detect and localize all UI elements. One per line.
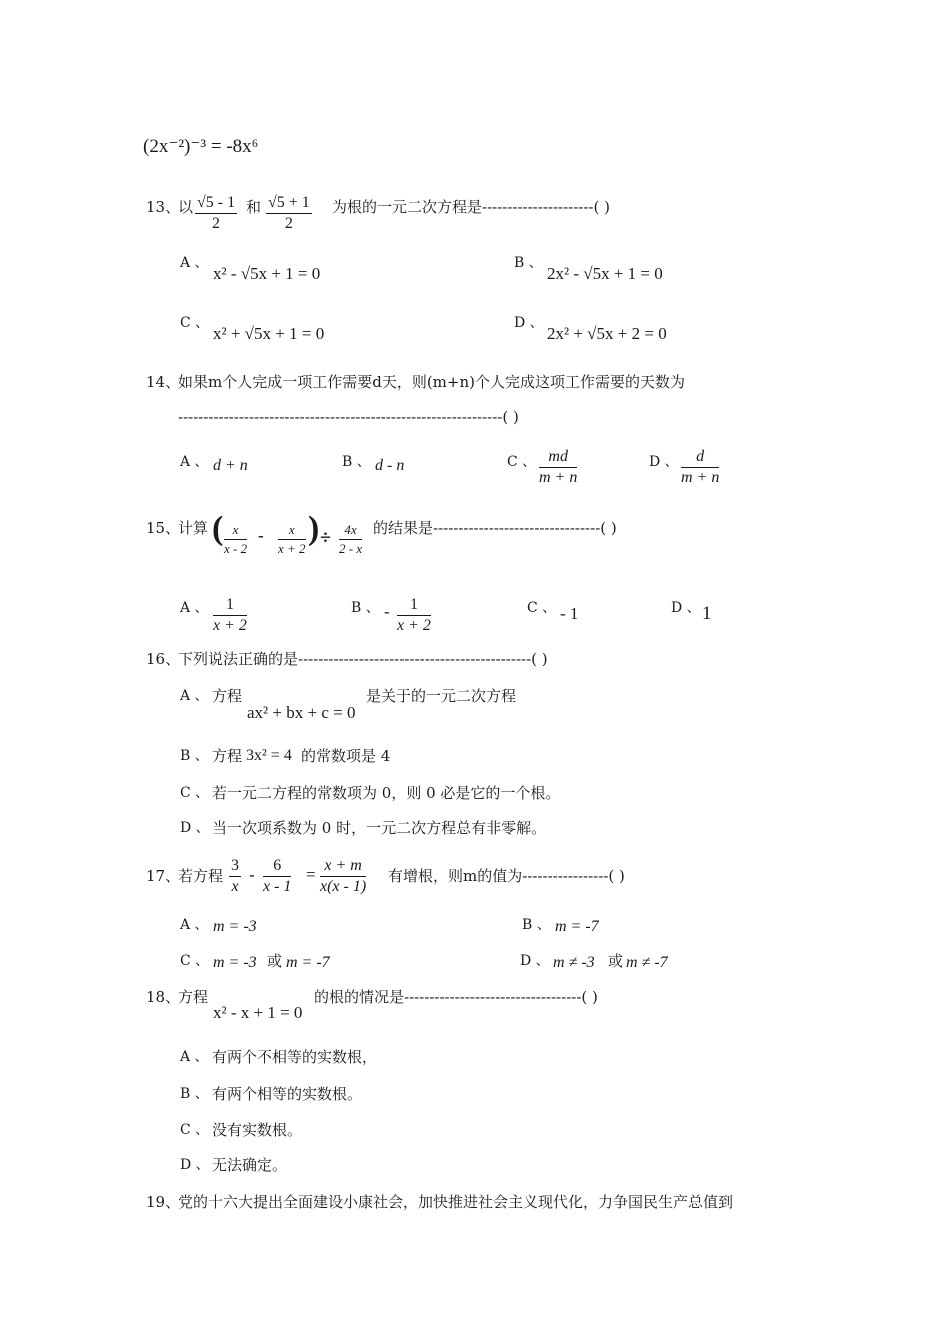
top-formula-eq: = xyxy=(210,136,222,157)
q17-option-a-expr: m = -3 xyxy=(213,918,257,935)
q18-option-d-text: 无法确定。 xyxy=(212,1156,288,1174)
q13-option-d-expr: 2x² + √5x + 2 = 0 xyxy=(547,324,667,343)
q15-left-paren: ( xyxy=(212,510,224,547)
q15-option-c-label: C 、 xyxy=(527,600,557,616)
q14-option-a-label: A 、 xyxy=(180,454,209,470)
q17-option-b-label: B 、 xyxy=(522,917,551,933)
q13-option-c-label: C 、 xyxy=(180,315,210,331)
q17-option-d-expr: m ≠ -3 xyxy=(553,954,595,971)
q18-expr: x² - x + 1 = 0 xyxy=(213,1003,303,1022)
q14-option-c-fraction: $\frac{md}{m + n}$ xyxy=(539,448,578,486)
q16-option-b-pre: 方程 xyxy=(212,747,243,765)
q15-lead: 计算 xyxy=(178,519,209,537)
q13-lead: 以 xyxy=(178,198,194,216)
top-formula-lhs: (2x⁻²)⁻³ xyxy=(143,136,207,157)
q17-minus: - xyxy=(249,865,255,884)
q16-option-a-expr: ax² + bx + c = 0 xyxy=(247,703,356,722)
top-formula xyxy=(143,137,258,156)
q14-number: 14、 xyxy=(146,373,181,391)
q15-option-a-fraction: $\frac{1}{x + 2}$ xyxy=(213,596,247,634)
q15-right-paren: ) xyxy=(308,510,320,547)
q17-option-d-label: D 、 xyxy=(520,953,550,969)
q15-option-c-expr: - 1 xyxy=(560,604,579,623)
q16-option-d-text: 当一次项系数为 0 时，一元二次方程总有非零解。 xyxy=(212,819,547,837)
q13-option-c-expr: x² + √5x + 1 = 0 xyxy=(213,324,325,343)
q16-option-a-label: A 、 xyxy=(180,688,209,704)
q15-option-d-expr: 1 xyxy=(702,603,712,624)
q17-fraction-1: $\frac{3}{x}$ xyxy=(231,857,239,895)
q13-option-b-label: B 、 xyxy=(514,255,543,271)
q14-dash: ----------------------------------------------------------------( ) xyxy=(178,408,519,426)
q13-tail: 为根的一元二次方程是----------------------( ) xyxy=(332,198,610,216)
q17-tail: 有增根，则m的值为-----------------( ) xyxy=(388,867,625,885)
q18-option-d-label: D 、 xyxy=(180,1157,210,1173)
q13-option-a-expr: x² - √5x + 1 = 0 xyxy=(213,264,321,283)
q15-fraction-3: $\frac{4x}{2 - x}$ xyxy=(339,522,363,556)
q14-option-c-label: C 、 xyxy=(507,454,537,470)
q17-fraction-3: $\frac{x + m}{x(x - 1)}$ xyxy=(320,857,367,895)
q13-mid: 和 xyxy=(246,198,262,216)
q15-minus: - xyxy=(258,526,264,545)
q17-option-c-label: C 、 xyxy=(180,953,210,969)
q13-fraction-1: $\frac{√5 - 1}{2}$ xyxy=(197,194,236,232)
top-formula-rhs: -8x⁶ xyxy=(226,136,259,157)
q18-option-b-text: 有两个相等的实数根。 xyxy=(212,1085,363,1103)
q19-text: 党的十六大提出全面建设小康社会，加快推进社会主义现代化，力争国民生产总值到 xyxy=(178,1193,734,1211)
q15-option-a-label: A 、 xyxy=(180,600,209,616)
q17-equals: = xyxy=(306,865,316,884)
q17-lead: 若方程 xyxy=(178,867,224,885)
q18-option-b-label: B 、 xyxy=(180,1086,209,1102)
q14-option-b-label: B 、 xyxy=(342,454,371,470)
q13-option-a-label: A 、 xyxy=(180,255,209,271)
q17-option-c-expr2: m = -7 xyxy=(286,954,330,971)
q16-option-b-label: B 、 xyxy=(180,748,209,764)
q18-number: 18、 xyxy=(146,988,181,1006)
q15-fraction-2: $\frac{x}{x + 2}$ xyxy=(278,522,306,556)
q17-option-c-or: 或 xyxy=(267,952,283,970)
q16-option-a-pre: 方程 xyxy=(212,687,243,705)
q16-option-b-post: 的常数项是 4 xyxy=(301,747,391,765)
q16-number: 16、 xyxy=(146,650,181,668)
q14-option-d-fraction: $\frac{d}{m + n}$ xyxy=(681,448,720,486)
q17-option-d-expr2: m ≠ -7 xyxy=(626,954,668,971)
q16-option-a-post: 是关于的一元二次方程 xyxy=(366,687,517,705)
q16-option-d-label: D 、 xyxy=(180,820,210,836)
q14-option-b-expr: d - n xyxy=(375,457,405,474)
q17-option-d-or: 或 xyxy=(608,952,624,970)
q18-option-a-label: A 、 xyxy=(180,1049,209,1065)
q19-number: 19、 xyxy=(146,1193,181,1211)
q15-number: 15、 xyxy=(146,519,181,537)
q15-option-d-label: D 、 xyxy=(671,600,701,616)
q17-option-a-label: A 、 xyxy=(180,917,209,933)
q14-option-d-label: D 、 xyxy=(649,454,679,470)
q15-divide: ÷ xyxy=(320,527,331,549)
q15-option-b-sign: - xyxy=(384,602,390,621)
q14-option-a-expr: d + n xyxy=(213,457,248,474)
q17-number: 17、 xyxy=(146,867,181,885)
q15-option-b-fraction: $\frac{1}{x + 2}$ xyxy=(397,596,431,634)
q16-option-b-expr: 3x² = 4 xyxy=(246,747,292,764)
q15-tail: 的结果是---------------------------------( ) xyxy=(373,519,617,537)
q15-fraction-1: $\frac{x}{x - 2}$ xyxy=(224,522,248,556)
q18-option-c-text: 没有实数根。 xyxy=(212,1121,303,1139)
q16-option-c-label: C 、 xyxy=(180,785,210,801)
q15-option-b-label: B 、 xyxy=(351,600,380,616)
q17-option-b-expr: m = -7 xyxy=(555,918,599,935)
q13-fraction-2: $\frac{√5 + 1}{2}$ xyxy=(268,194,310,232)
q18-tail: 的根的情况是-----------------------------------( ) xyxy=(314,988,598,1006)
q13-option-d-label: D 、 xyxy=(514,315,544,331)
q17-fraction-2: $\frac{6}{x - 1}$ xyxy=(263,857,292,895)
q18-option-c-label: C 、 xyxy=(180,1122,210,1138)
q18-lead: 方程 xyxy=(178,988,209,1006)
q16-option-c-text: 若一元二方程的常数项为 0，则 0 必是它的一个根。 xyxy=(212,784,561,802)
q14-text: 如果m个人完成一项工作需要d天，则(m+n)个人完成这项工作需要的天数为 xyxy=(178,373,685,391)
q13-option-b-expr: 2x² - √5x + 1 = 0 xyxy=(547,264,663,283)
q16-text: 下列说法正确的是----------------------------------------------( ) xyxy=(178,650,548,668)
q13-number: 13、 xyxy=(146,198,181,216)
q18-option-a-text: 有两个不相等的实数根， xyxy=(212,1048,378,1066)
q17-option-c-expr: m = -3 xyxy=(213,954,257,971)
